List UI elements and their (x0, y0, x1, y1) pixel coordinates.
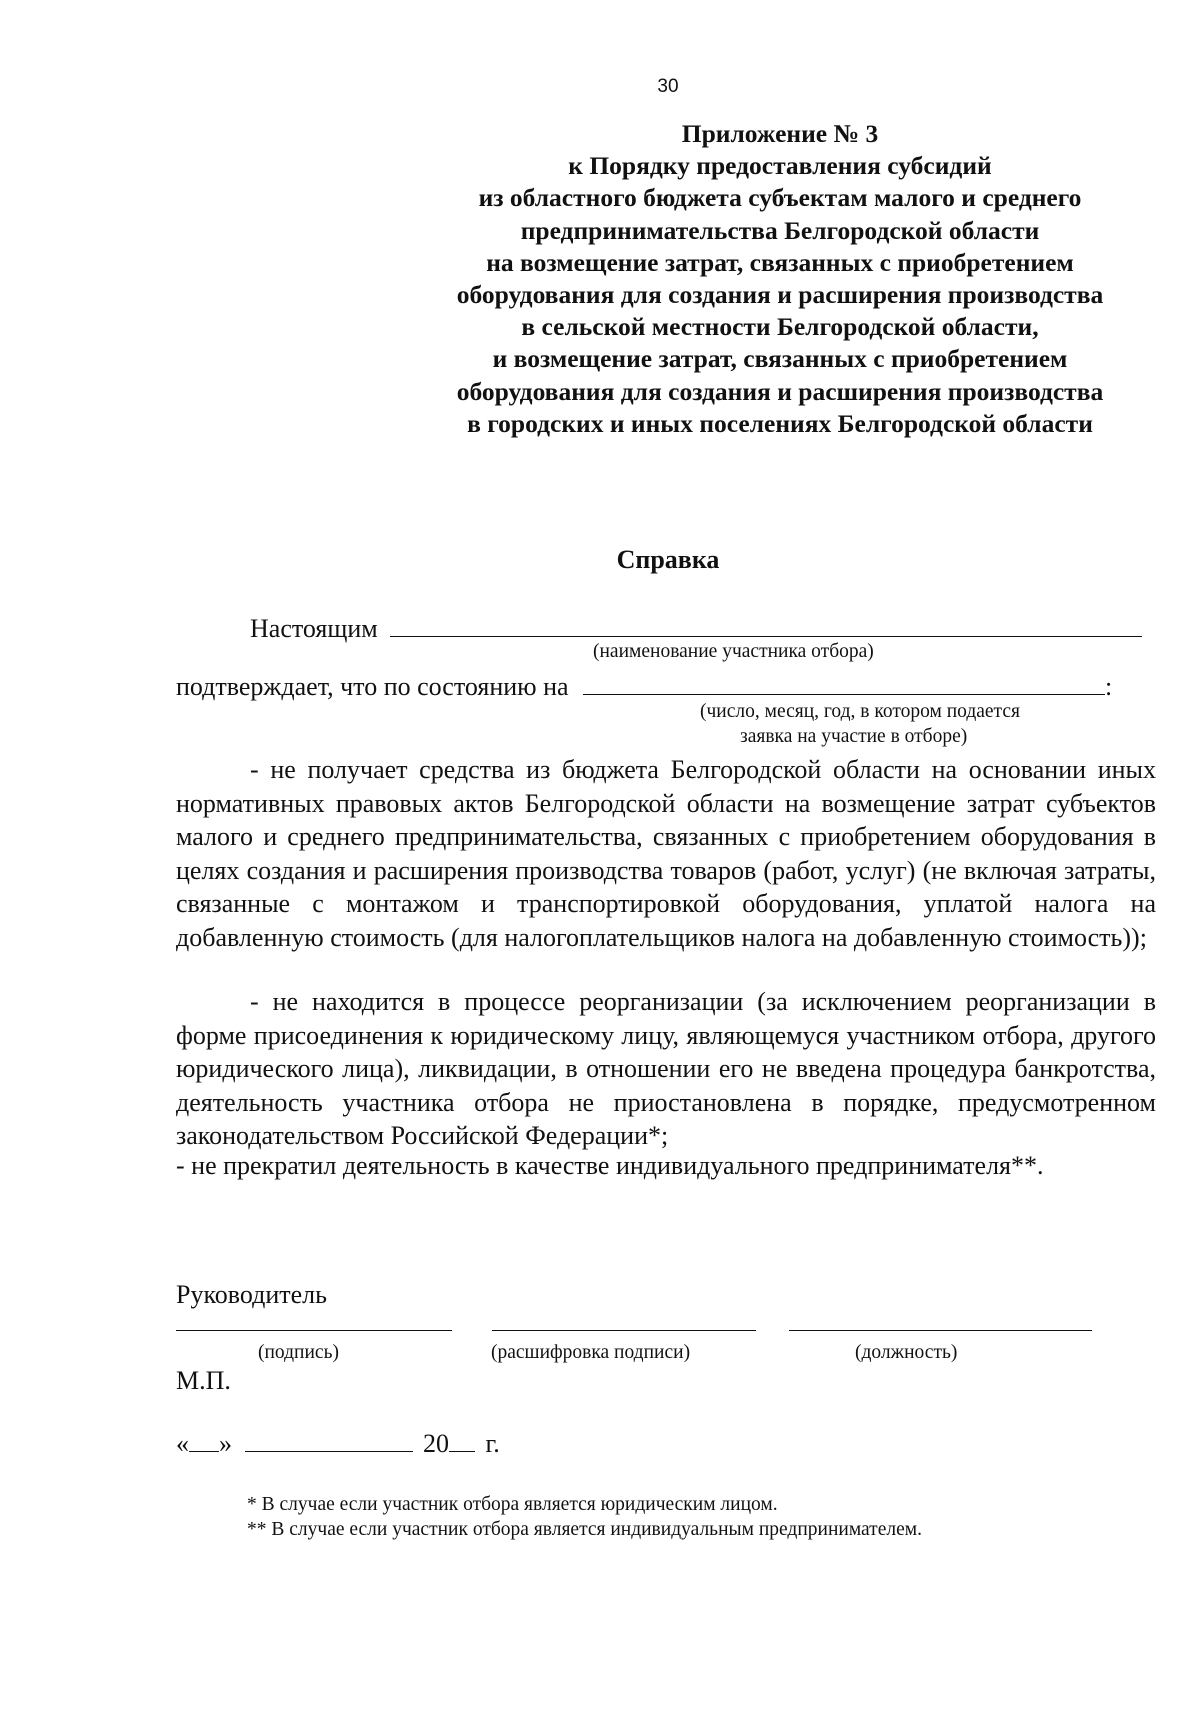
appendix-line: из областного бюджета субъектам малого и среднего (478, 183, 1082, 213)
appendix-line: на возмещение затрат, связанных с приобретением (486, 247, 1074, 277)
appendix-line: и возмещение затрат, связанных с приобретением (492, 344, 1068, 374)
quote-open: « (176, 1429, 189, 1458)
condition-item (176, 1149, 1156, 1183)
appendix-line: в сельской местности Белгородской области, (521, 312, 1039, 342)
decode-caption: (расшифровка подписи) (491, 1342, 691, 1363)
month-field[interactable] (245, 1427, 413, 1452)
day-field[interactable] (189, 1427, 219, 1452)
quote-close: » (219, 1429, 232, 1458)
head-label: Руководитель (176, 1280, 327, 1309)
appendix-line: к Порядку предоставления субсидий (568, 151, 992, 181)
date-field[interactable] (583, 670, 1105, 695)
date-caption-1: (число, месяц, год, в котором подается (700, 701, 1020, 722)
signature-decode-field[interactable] (492, 1330, 756, 1331)
condition-text: - не получает средства из бюджета Белгородской области на основании иных нормативных правовых актов Белгородской области на возмещение затрат субъектов малого и среднего предпринимательства, связанных с приобретением оборудования в целях создания и расширения производства товаров (работ, услуг) (не включая затраты, связанные с монтажом и транспортировкой оборудования, уплатой налога на добавленную стоимость (для налогоплательщиков налога на добавленную стоимость)); (176, 755, 1156, 952)
sign-date-row (176, 1427, 500, 1459)
document-title: Справка (616, 545, 720, 574)
position-caption: (должность) (855, 1342, 958, 1363)
appendix-line: оборудования для создания и расширения производства (456, 280, 1104, 310)
condition-item (176, 985, 1156, 1153)
intro-row (250, 612, 1142, 644)
appendix-line: в городских и иных поселениях Белгородской области (467, 408, 1093, 438)
appendix-line: предпринимательства Белгородской области (520, 215, 1040, 245)
year-prefix: 20 (423, 1429, 449, 1458)
signature-caption: (подпись) (258, 1342, 339, 1363)
appendix-line: Приложение № 3 (681, 119, 879, 148)
participant-caption: (наименование участника отбора) (593, 641, 874, 662)
page-number: 30 (657, 76, 679, 97)
footnote: ** В случае если участник отбора является индивидуальным предпринимателем. (247, 1519, 922, 1540)
position-field[interactable] (789, 1330, 1092, 1331)
confirms-text: подтверждает, что по состоянию на (176, 672, 569, 701)
year-field[interactable] (449, 1427, 475, 1452)
signature-field[interactable] (176, 1330, 452, 1331)
condition-item (176, 753, 1156, 955)
colon: : (1105, 672, 1113, 701)
confirms-row (176, 670, 1112, 702)
footnote: * В случае если участник отбора является юридическим лицом. (247, 1494, 778, 1515)
appendix-header (410, 118, 1150, 440)
date-caption-2: заявка на участие в отборе) (740, 726, 968, 747)
participant-name-field[interactable] (390, 612, 1142, 637)
stamp-label: М.П. (176, 1366, 231, 1395)
intro-text: Настоящим (250, 614, 378, 643)
year-suffix: г. (485, 1429, 500, 1458)
condition-text: - не находится в процессе реорганизации (за исключением реорганизации в форме присоединения к юридическому лицу, являющемуся участником отбора, другого юридического лица), ликвидации, в отношении его не введена процедура банкротства, деятельность участника отбора не приостановлена в порядке, предусмотренном законодательством Российской Федерации*; (176, 987, 1156, 1151)
condition-text: - не прекратил деятельность в качестве индивидуального предпринимателя**. (176, 1151, 1044, 1180)
appendix-line: оборудования для создания и расширения производства (456, 376, 1104, 406)
